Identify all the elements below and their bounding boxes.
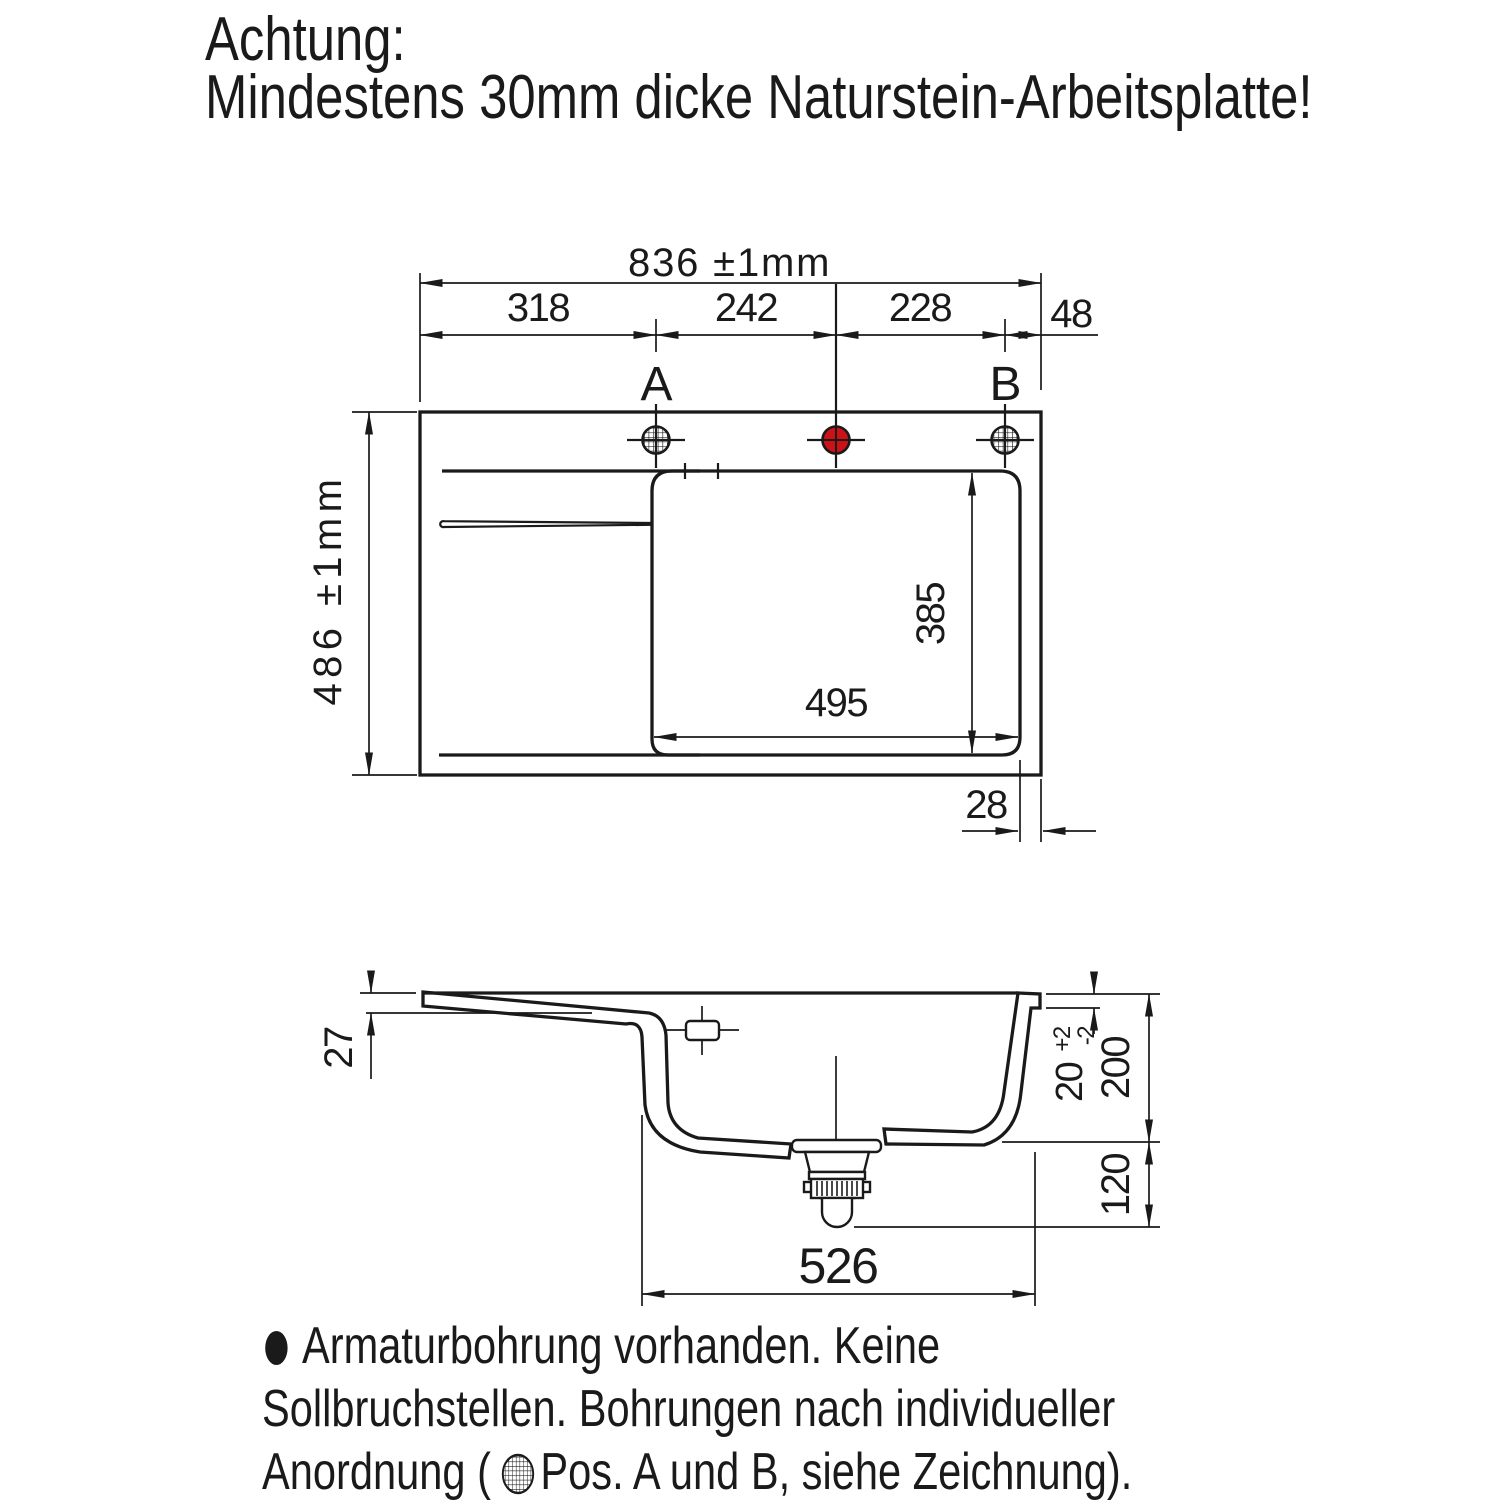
dim-drain-height <box>1094 1142 1149 1227</box>
dim-120-label: 120 <box>1094 1153 1138 1217</box>
dim-28-label: 28 <box>965 783 1007 827</box>
footer-line3-pre: Anordnung ( <box>262 1441 491 1500</box>
footer-line3-post: Pos. A und B, siehe Zeichnung). <box>540 1441 1133 1500</box>
faucet-hole-rect <box>686 1021 719 1040</box>
dim-right-margin <box>962 760 1096 842</box>
dim-318: 318 <box>506 286 570 330</box>
drain-outlet <box>822 1198 852 1227</box>
crosshatched-circle-icon <box>992 427 1019 454</box>
faucet-hole-section <box>666 1006 739 1055</box>
dim-385-label: 385 <box>909 582 953 646</box>
dim-27-label: 27 <box>317 1027 361 1069</box>
section-right-wall <box>884 993 1040 1145</box>
header-note <box>205 5 1313 132</box>
dim-228: 228 <box>888 286 952 330</box>
footer-line2: Sollbruchstellen. Bohrungen nach individueller <box>262 1378 1116 1438</box>
header-line1: Achtung: <box>205 5 406 75</box>
footer-note <box>262 1316 1132 1500</box>
drain-assembly <box>792 1056 881 1227</box>
drainboard-groove <box>440 521 651 527</box>
hole-b-label: B <box>989 358 1021 411</box>
tap-hole-b <box>976 427 1034 454</box>
svg-text:20 +2 -2 <box>1037 1018 1100 1102</box>
filled-ellipse-bullet-icon <box>265 1331 287 1365</box>
dim-48: 48 <box>1050 292 1092 336</box>
dim-basin-width <box>654 681 1018 737</box>
dim-basin-depth <box>909 473 972 753</box>
crosshatched-circle-icon <box>643 427 670 454</box>
dim-bowl-depth <box>1094 994 1149 1142</box>
dim-20-label: 20 <box>1049 1062 1091 1102</box>
hole-a-label: A <box>640 358 672 411</box>
dim-edge-height <box>317 971 592 1079</box>
dim-overall-width <box>420 241 1041 285</box>
dim-242: 242 <box>714 286 778 330</box>
dim-rim-thickness <box>1037 972 1100 1102</box>
tap-hole-existing-red <box>807 426 865 454</box>
dim-overall-width-label: 836 ±1mm <box>628 241 828 285</box>
drain-body <box>805 1152 869 1172</box>
header-line2: Mindestens 30mm dicke Naturstein-Arbeitsplatte! <box>205 63 1313 133</box>
dim-20-tol-minus: -2 <box>1073 1026 1100 1046</box>
crosshatched-circle-icon <box>503 1455 533 1493</box>
tap-hole-a <box>627 427 685 454</box>
dim-526-label: 526 <box>798 1238 878 1294</box>
dim-200-label: 200 <box>1094 1036 1138 1100</box>
dim-hole-positions <box>420 286 1098 352</box>
top-view <box>306 241 1098 842</box>
dim-overall-depth <box>306 412 369 775</box>
dim-20-tol-plus: +2 <box>1049 1027 1076 1052</box>
footer-line1: Armaturbohrung vorhanden. Keine <box>302 1315 941 1375</box>
dim-overall-depth-label: 486 ±1mm <box>306 480 350 706</box>
dim-495-label: 495 <box>804 681 868 725</box>
section-left-wall <box>423 992 791 1158</box>
cross-section <box>317 971 1160 1306</box>
drain-flange <box>792 1140 881 1152</box>
